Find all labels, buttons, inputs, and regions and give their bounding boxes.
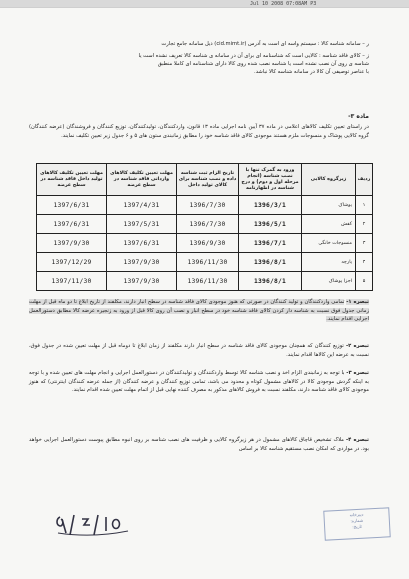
domestic-date: 1396/11/30 <box>177 253 239 272</box>
article-title: ماده ۳- <box>348 113 369 120</box>
table-header-cell: زیرگروه کالایی <box>302 164 356 196</box>
table-header-cell: ورود به گمرک تنها با نصب شناسه (انجام مرحله اول و دوم) و درج شناسه در اظهارنامه <box>239 164 302 196</box>
domestic-deadline: 1397/6/31 <box>37 196 107 215</box>
goods-subgroup: کفش <box>302 215 356 234</box>
note-1 <box>29 298 369 324</box>
domestic-deadline: 1397/6/31 <box>37 215 107 234</box>
row-number: ۴ <box>356 253 373 272</box>
stamp-line: شماره: <box>350 517 364 524</box>
note-3 <box>29 369 369 395</box>
row-number: ۲ <box>356 215 373 234</box>
note-text: با توجه به زمانبندی الزام اخذ و نصب شناسه کالا توسط واردکنندگان و تولیدکنندگان در دستورالعمل اجرایی و انجام مهلت های تعیین شده و با توجه به اینکه گردش موجودی کالا در کالاهای مشمول کوتاه و محدود می باشد، تمامی توزیع کنندگان و عرضه کنندگان (از جمله عرضه کنندگان اینترنتی) که هنوز موجودی کالای فاقد شناسه دارند، مکلفند نسبت به فروش کالاهای مذکور به مصرف کننده نهایی قبل از اتمام مهلت تعیین شده اقدام نمایند. <box>29 370 369 394</box>
table-header-cell: مهلت تعیین تکلیف کالاهای تولید داخل فاقد شناسه در سطح عرضه <box>37 164 107 196</box>
registry-stamp <box>323 507 390 540</box>
table-row <box>37 272 373 291</box>
goods-subgroup: منسوجات خانگی <box>302 234 356 253</box>
row-number: ۳ <box>356 234 373 253</box>
table-row <box>37 196 373 215</box>
handwritten-number <box>48 509 138 539</box>
note-label: تبصره ۲- <box>345 343 369 349</box>
stamp-line: تاریخ: <box>352 524 363 530</box>
definition-z-line2: شناسه ی روی آن نصب نشده است یا شناسه نصب شده روی کالا دارای شناسنامه ای کاملا منطبق <box>157 61 369 67</box>
table-header-row <box>37 164 373 196</box>
deadline-table <box>36 163 373 291</box>
table-row <box>37 234 373 253</box>
note-text: توزیع کنندگان که همچنان موجودی کالای فاقد شناسه در سطح انبار دارند مکلفند از زمان ابلاغ تا دوماه قبل از مهلت تعیین شده در جدول فوق، نسبت به عرضه این کالاها اقدام نمایند. <box>29 343 369 358</box>
stamp-line: دبیرخانه <box>349 511 364 518</box>
import-deadline: 1397/9/30 <box>107 272 177 291</box>
note-4 <box>29 436 369 453</box>
goods-subgroup: اجزا پوشاک <box>302 272 356 291</box>
note-2 <box>29 342 369 359</box>
note-text: ملاک تشخیص قاچاق کالاهای مشمول در هر زیرگروه کالایی و ظرفیت های نصب شناسه بر روی انبوه مطابق پیوست دستورالعمل اجرایی خواهد بود. در مواردی که امکان نصب مستقیم شناسه کالا بر اساس <box>29 437 369 452</box>
note-label: تبصره ۱- <box>346 299 369 305</box>
article-paragraph: در راستای تعیین تکلیف کالاهای اعلامی در ماده ۳۷ آیین نامه اجرایی ماده ۱۳ قانون، واردکنندگان، تولیدکنندگان، توزیع کنندگان و فروشندگان (عرضه کنندگان) گروه کالایی پوشاک و منسوجات ملزم هستند موجودی کالای فاقد شناسه خود را مطابق زمانبندی ستون های ۵ و ۶ جدول زیر تعیین تکلیف نمایند. <box>29 124 369 139</box>
note-label: تبصره ۴- <box>346 437 369 443</box>
domestic-deadline: 1397/12/29 <box>37 253 107 272</box>
goods-subgroup: پارچه <box>302 253 356 272</box>
customs-date: 1396/8/1 <box>239 272 302 291</box>
import-deadline: 1397/6/31 <box>107 234 177 253</box>
definition-r: ر – سامانه شناسه کالا : سیستم واسه ای است به آدرس (cid.mimt.ir) ذیل سامانه جامع تجارت <box>161 41 369 47</box>
domestic-date: 1396/7/30 <box>177 196 239 215</box>
table-header-cell: مهلت تعیین تکلیف کالاهای وارداتی فاقد شناسه در سطح عرضه <box>107 164 177 196</box>
definition-z: ز – کالای فاقد شناسه : کالایی است که شناسنامه ای برای آن در سامانه ی شناسه کالا تعریف نشده است یا <box>138 53 369 59</box>
table-row <box>37 253 373 272</box>
customs-date: 1396/5/1 <box>239 215 302 234</box>
customs-date: 1396/7/1 <box>239 234 302 253</box>
table-header-cell: تاریخ الزام ثبت شناسه داده و نصب شناسه برای کالای تولید داخل <box>177 164 239 196</box>
table-row <box>37 215 373 234</box>
table-header-cell: ردیف <box>356 164 373 196</box>
import-deadline: 1397/4/31 <box>107 196 177 215</box>
fax-header: Jul 10 2008 07:08AM P3 <box>250 1 317 7</box>
handwritten-number-drawing <box>48 509 138 539</box>
note-label: تبصره ۳- <box>346 370 369 376</box>
domestic-date: 1396/11/30 <box>177 272 239 291</box>
customs-date: 1396/8/1 <box>239 253 302 272</box>
domestic-deadline: 1397/11/30 <box>37 272 107 291</box>
goods-subgroup: پوشاک <box>302 196 356 215</box>
row-number: ۵ <box>356 272 373 291</box>
domestic-date: 1396/7/30 <box>177 215 239 234</box>
customs-date: 1396/3/1 <box>239 196 302 215</box>
note-text: تمامی واردکنندگان و تولید کنندگان در صورتی که هنوز موجودی کالای فاقد شناسه در سطح انبار دارند، مکلفند از تاریخ ابلاغ تا دو ماه قبل از مهلت زمانی جدول فوق نسبت به شناسه دار کردن کالای فاقد شناسه خود در سطح انبار و نصب آن روی کالا قبل از ورود به زنجیره عرضه کالا مطابق دستورالعمل اجرایی اقدام نمایند. <box>29 299 369 323</box>
domestic-date: 1396/9/30 <box>177 234 239 253</box>
definition-z-line3: با عناصر توصیفی آن کالا در سامانه شناسه کالا نباشد. <box>254 69 369 75</box>
import-deadline: 1397/9/30 <box>107 253 177 272</box>
domestic-deadline: 1397/9/30 <box>37 234 107 253</box>
row-number: ۱ <box>356 196 373 215</box>
import-deadline: 1397/5/31 <box>107 215 177 234</box>
